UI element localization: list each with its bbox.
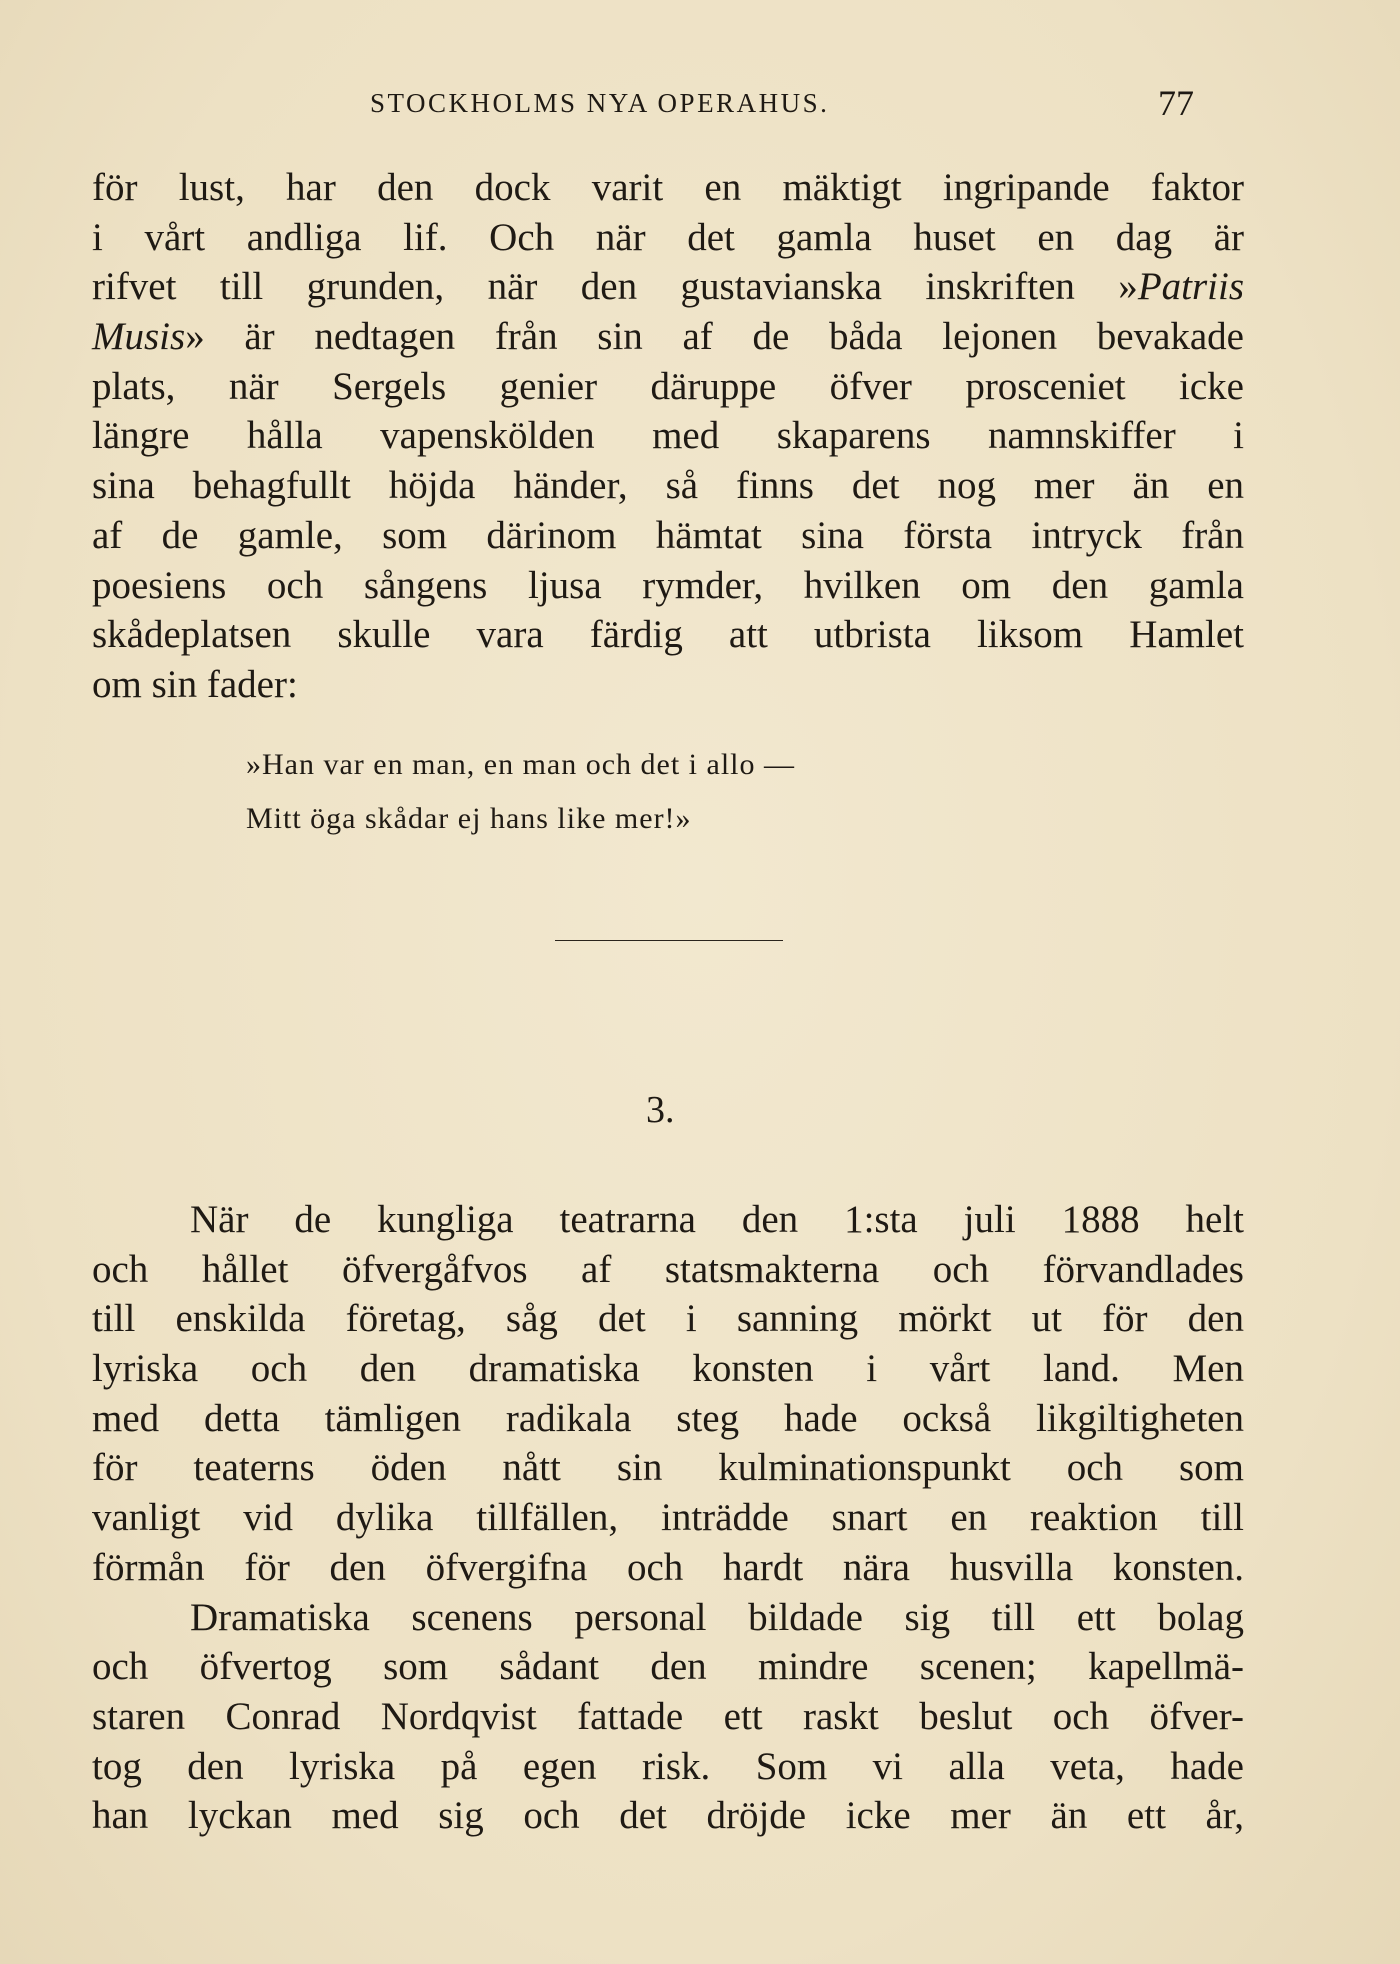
text-line: för lust, har den dock varit en mäktigt ingripande faktor xyxy=(92,166,1244,209)
text-line: förmån för den öfvergifna och hardt nära husvilla konsten. xyxy=(92,1545,1244,1589)
text-line: i vårt andliga lif. Och när det gamla huset en dag är xyxy=(92,215,1244,259)
text-line: poesiens och sångens ljusa rymder, hvilken om den gamla xyxy=(92,563,1244,607)
text-segment: rifvet till grunden, när den gustavianska inskriften » xyxy=(92,265,1138,309)
text-line: om sin fader: xyxy=(92,662,298,706)
text-line: och öfvertog som sådant den mindre scenen; kapellmä- xyxy=(92,1645,1244,1689)
text-line: Dramatiska scenens personal bildade sig till ett bolag xyxy=(190,1595,1244,1639)
verse-line: »Han var en man, en man och det i allo — xyxy=(246,748,796,781)
italic-inscription: Musis xyxy=(92,315,186,359)
text-line: plats, när Sergels genier däruppe öfver prosceniet icke xyxy=(92,364,1244,408)
text-line: När de kungliga teatrarna den 1:sta juli 1888 helt xyxy=(190,1198,1244,1241)
page-number: 77 xyxy=(1158,83,1194,123)
text-line: tog den lyriska på egen risk. Som vi alla veta, hade xyxy=(92,1744,1244,1788)
text-line: af de gamle, som därinom hämtat sina första intryck från xyxy=(92,513,1244,557)
section-number: 3. xyxy=(646,1089,675,1131)
running-title: STOCKHOLMS NYA OPERAHUS. xyxy=(370,88,830,118)
italic-inscription: Patriis xyxy=(1137,265,1244,309)
paragraph-opening xyxy=(92,163,1244,710)
verse-quotation xyxy=(246,738,1066,846)
text-line: med detta tämligen radikala steg hade också likgiltigheten xyxy=(92,1396,1244,1440)
section-divider xyxy=(555,940,783,941)
text-line: sina behagfullt höjda händer, så finns det nog mer än en xyxy=(92,464,1244,508)
text-line xyxy=(92,262,1244,312)
text-line: han lyckan med sig och det dröjde icke mer än ett år, xyxy=(92,1794,1244,1838)
verse-line: Mitt öga skådar ej hans like mer!» xyxy=(246,802,692,835)
text-line xyxy=(92,312,1244,362)
text-line: för teaterns öden nått sin kulminationspunkt och som xyxy=(92,1446,1244,1490)
paragraph-section-3 xyxy=(92,1195,1244,1841)
text-line: vanligt vid dylika tillfällen, inträdde snart en reaktion till xyxy=(92,1496,1244,1540)
text-line: till enskilda företag, såg det i sanning mörkt ut för den xyxy=(92,1297,1244,1341)
text-line: och hållet öfvergåfvos af statsmakterna och förvandlades xyxy=(92,1247,1244,1291)
text-line: staren Conrad Nordqvist fattade ett raskt beslut och öfver- xyxy=(92,1694,1244,1738)
text-segment: » är nedtagen från sin af de båda lejonen bevakade xyxy=(185,315,1244,359)
text-line: skådeplatsen skulle vara färdig att utbrista liksom Hamlet xyxy=(92,613,1244,657)
text-line: längre hålla vapenskölden med skaparens namnskiffer i xyxy=(92,414,1244,458)
text-line: lyriska och den dramatiska konsten i vårt land. Men xyxy=(92,1347,1244,1391)
